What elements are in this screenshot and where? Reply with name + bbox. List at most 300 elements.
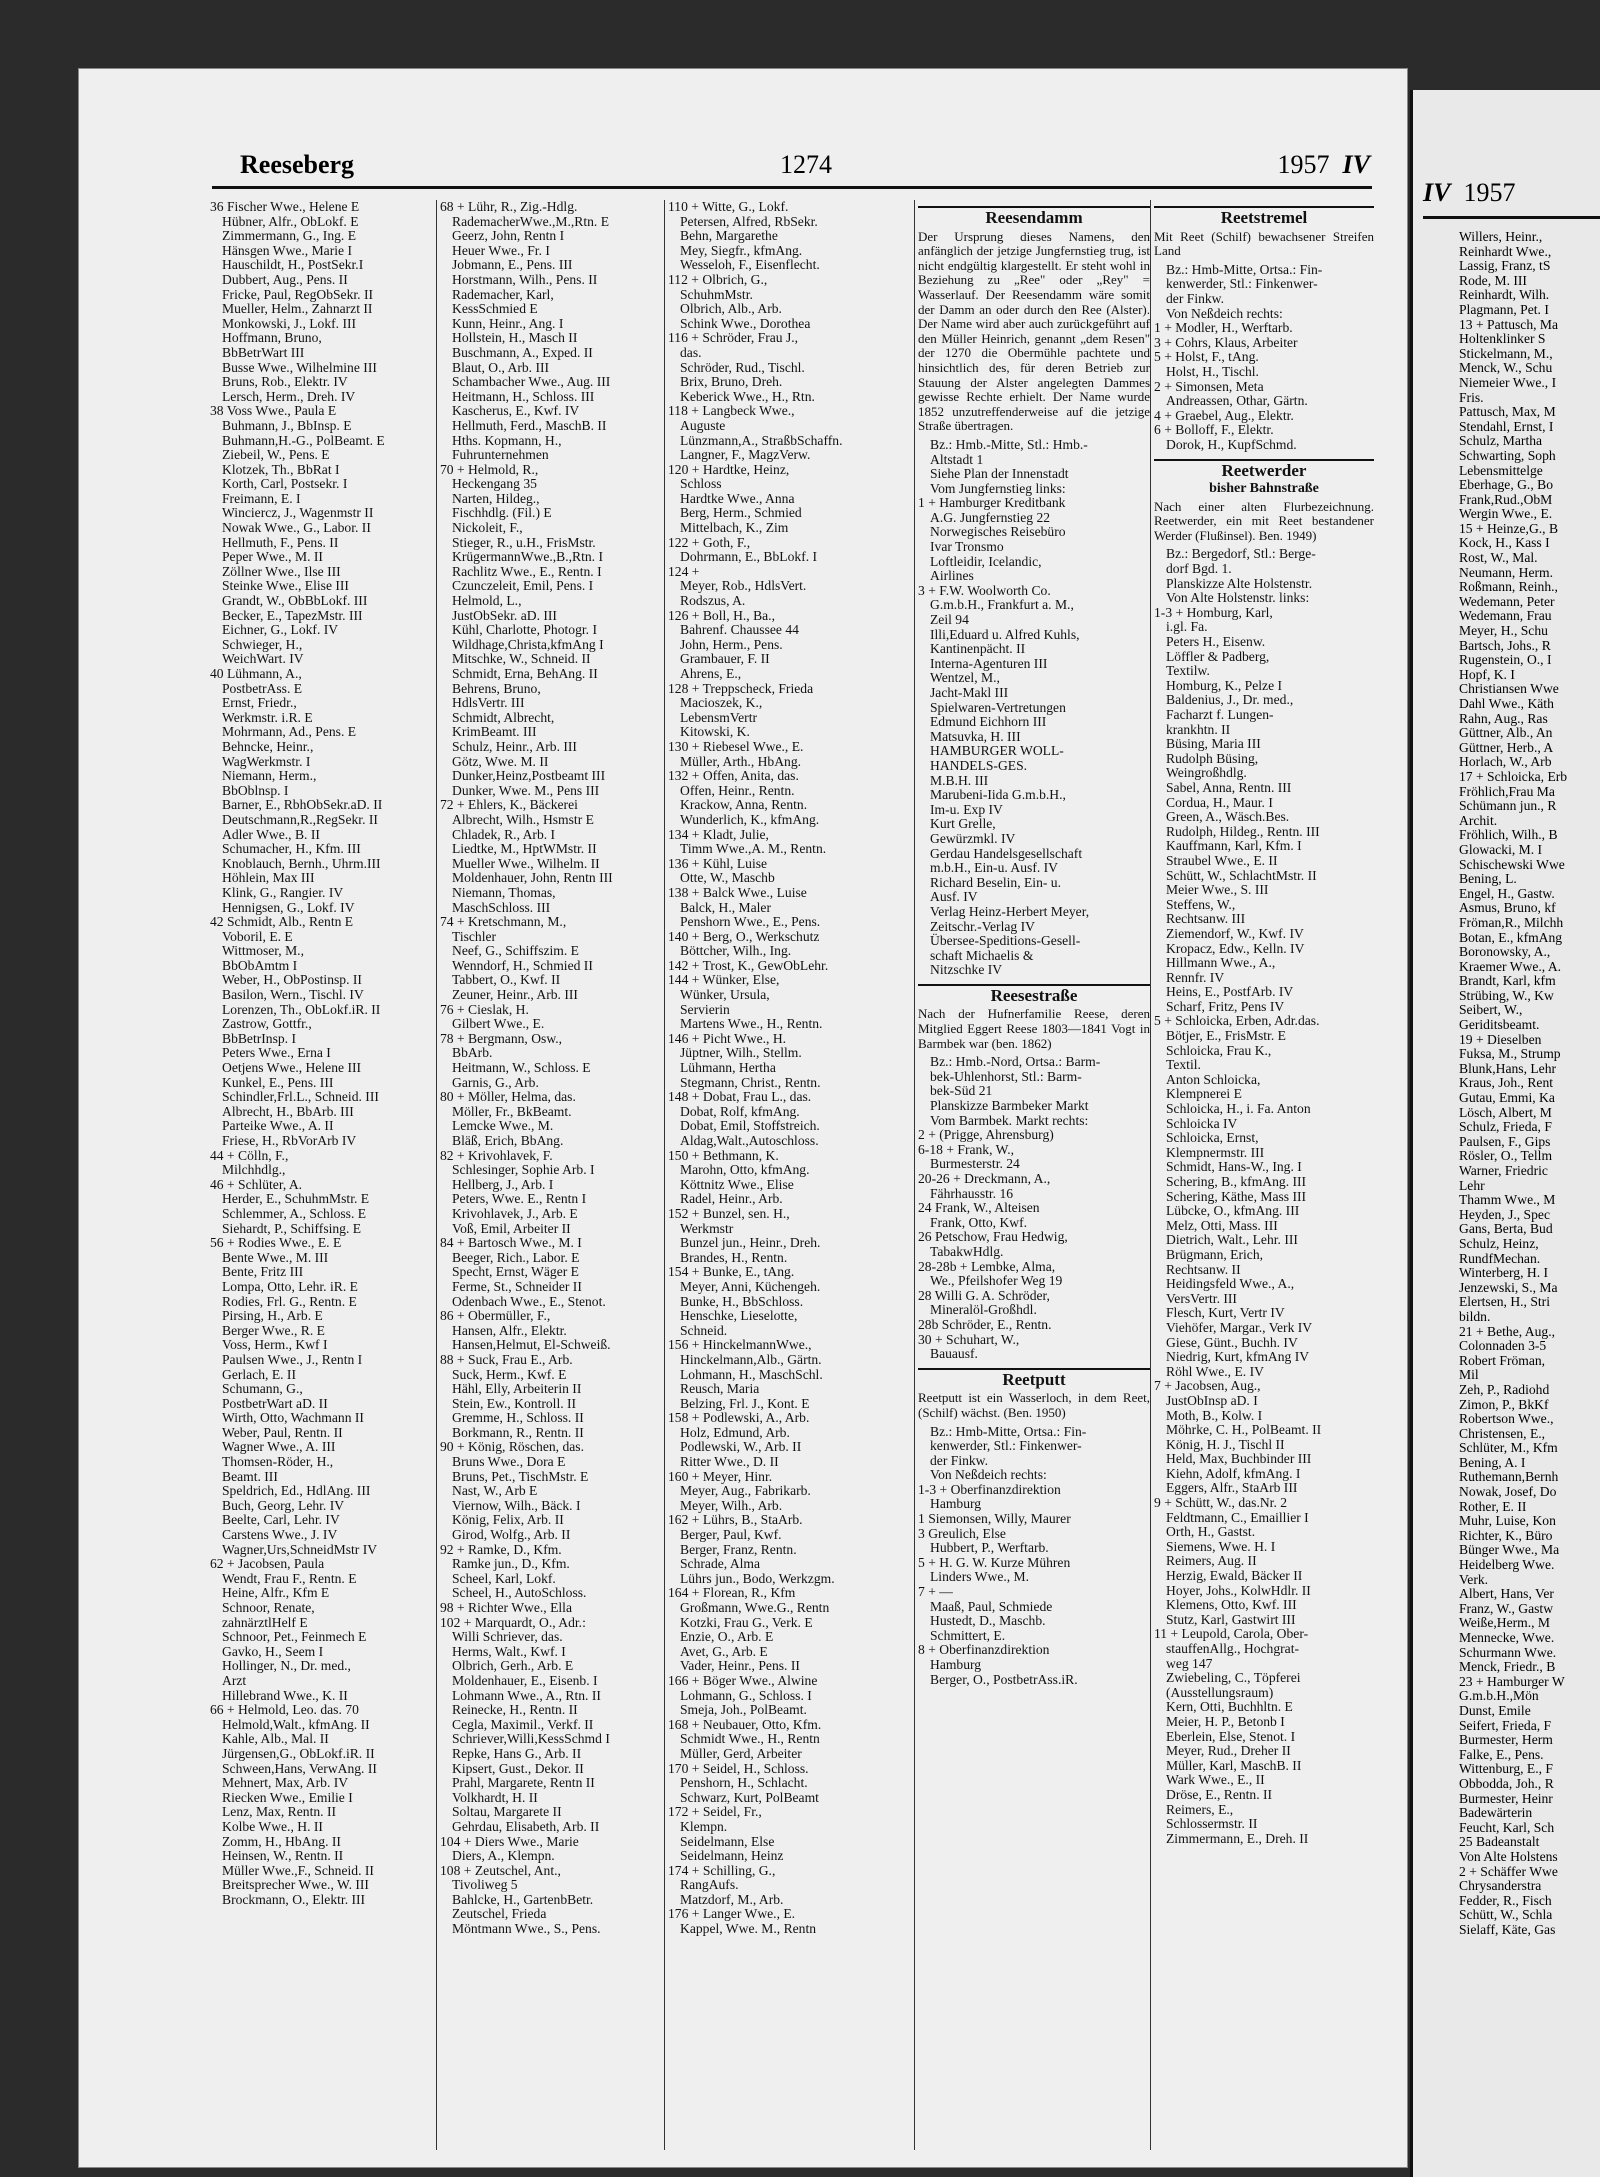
directory-entry: Rechtsanw. III (1166, 911, 1246, 927)
directory-entry: Kappel, Wwe. M., Rentn (680, 1921, 817, 1937)
directory-entry: Reinhardt, Wilh. (1459, 287, 1550, 303)
directory-entry: Andreassen, Othar, Gärtn. (1166, 393, 1308, 409)
directory-entry: Flesch, Kurt, Vertr IV (1166, 1305, 1285, 1321)
directory-entry: Blunk,Hans, Lehr (1459, 1060, 1557, 1076)
directory-entry: Nast, W., Arb E (452, 1483, 538, 1499)
directory-entry: Schnoor, Renate, (222, 1600, 315, 1615)
street-description: Reetputt ist ein Wasserloch, in dem Reet, (Schilf) wächst. (Ben. 1950) (918, 1390, 1150, 1420)
directory-entry: Anton Schloicka, (1166, 1071, 1261, 1087)
directory-entry: Glowacki, M. I (1459, 841, 1543, 857)
directory-entry: Lünzmann,A., StraßbSchaffn. (680, 432, 843, 448)
directory-entry: 1-3 + Oberfinanzdirektion (918, 1481, 1061, 1497)
directory-entry: Schmittert, E. (930, 1627, 1006, 1643)
directory-entry: Burmesterstr. 24 (930, 1156, 1020, 1172)
directory-entry: Viernow, Wilh., Bäck. I (452, 1497, 581, 1513)
column-divider (436, 200, 437, 2150)
directory-entry: Tivoliweg 5 (452, 1877, 518, 1893)
directory-entry: Helmold, L., (452, 593, 522, 609)
directory-entry: Reinecke, H., Rentn. II (452, 1702, 578, 1718)
directory-entry: Borkmann, R., Rentn. II (452, 1424, 584, 1440)
directory-entry: Wentzel, M., (930, 670, 1000, 686)
directory-entry: Wergin Wwe., E. (1459, 506, 1553, 522)
directory-entry: Dobat, Emil, Stoffstreich. (680, 1118, 820, 1134)
directory-entry: Steffens, W., (1166, 896, 1236, 912)
directory-entry: Wenndorf, H., Schmied II (452, 957, 593, 973)
directory-entry: Jürgensen,G., ObLokf.iR. II (222, 1745, 375, 1761)
directory-entry: Kolbe Wwe., H. II (222, 1818, 323, 1834)
directory-entry: Buch, Georg, Lehr. IV (222, 1497, 345, 1513)
directory-entry: Timm Wwe.,A. M., Rentn. (680, 841, 827, 857)
directory-entry: 40 Lühmann, A., (210, 666, 302, 681)
directory-entry: Feldtmann, C., Emaillier I (1166, 1509, 1309, 1525)
column-divider (1150, 200, 1151, 2150)
directory-entry: BbBetrInsp. I (222, 1030, 297, 1046)
directory-entry: Gremme, H., Schloss. II (452, 1410, 584, 1426)
directory-entry: Zeuner, Heinr., Arb. III (452, 987, 578, 1003)
directory-entry: Bahlcke, H., GartenbBetr. (452, 1891, 594, 1907)
directory-entry: 104 + Diers Wwe., Marie (440, 1833, 579, 1849)
directory-entry: Sielaff, Käte, Gas (1459, 1921, 1556, 1937)
directory-entry: 28 Willi G. A. Schröder, (918, 1287, 1050, 1303)
directory-entry: 80 + Möller, Helma, das. (440, 1089, 576, 1105)
directory-entry: Rodies, Frl. G., Rentn. E (222, 1293, 357, 1309)
directory-entry: Mittelbach, K., Zim (680, 520, 789, 536)
directory-entry: Von Alte Holstens (1459, 1848, 1558, 1864)
directory-entry: Eichner, G., Lokf. IV (222, 622, 339, 638)
directory-entry: Werkmstr. i.R. E (222, 709, 313, 725)
directory-entry: Dubbert, Aug., Pens. II (222, 271, 348, 287)
directory-entry: Riecken Wwe., Emilie I (222, 1789, 353, 1805)
directory-entry: Heyden, J., Spec (1459, 1206, 1550, 1222)
directory-entry: Wedemann, Peter (1459, 593, 1555, 609)
directory-entry: Soltau, Margarete II (452, 1804, 562, 1820)
directory-entry: Podlewski, W., Arb. II (680, 1439, 802, 1455)
directory-entry: Rudolph Büsing, (1166, 750, 1259, 766)
directory-entry: Mueller, Helm., Zahnarzt II (222, 301, 373, 317)
directory-entry: 9 + Schütt, W., das.Nr. 2 (1154, 1495, 1288, 1511)
directory-entry: Löffler & Padberg, (1166, 648, 1270, 664)
directory-entry: Zeh, P., Radiohd (1459, 1381, 1550, 1397)
directory-entry: Carstens Wwe., J. IV (222, 1527, 338, 1543)
directory-entry: Ritter Wwe., D. II (680, 1454, 779, 1470)
directory-entry: Wedemann, Frau (1459, 608, 1552, 624)
directory-entry: Brandes, H., Rentn. (680, 1249, 788, 1265)
directory-entry: Berg, Herm., Schmied (680, 505, 802, 521)
directory-entry: Bunke, H., BbSchloss. (680, 1293, 804, 1309)
directory-entry: Schering, B., kfmAng. III (1166, 1174, 1307, 1189)
directory-entry: Blaut, O., Arb. III (452, 359, 550, 375)
directory-entry: Czunczeleit, Emil, Pens. I (452, 578, 594, 594)
directory-entry: Von Alte Holstenstr. links: (1166, 590, 1310, 606)
directory-entry: 21 + Bethe, Aug., (1459, 1323, 1556, 1339)
directory-entry: 74 + Kretschmann, M., (440, 914, 567, 930)
directory-entry: Garnis, G., Arb. (452, 1074, 539, 1090)
directory-entry: Schambacher Wwe., Aug. III (452, 374, 611, 390)
directory-entry: Heine, Alfr., Kfm E (222, 1585, 330, 1601)
directory-entry: Pirsing, H., Arb. E (222, 1308, 323, 1324)
directory-entry: Meier Wwe., S. III (1166, 882, 1269, 898)
directory-entry: Weingroßhdlg. (1166, 765, 1247, 781)
directory-entry: KrimBeamt. III (452, 724, 537, 740)
directory-entry: PostbetrAss. E (222, 680, 303, 696)
header-rule (212, 186, 1372, 189)
directory-entry: Aldag,Walt.,Autoschloss. (680, 1133, 819, 1148)
directory-entry: 102 + Marquardt, O., Adr.: (440, 1614, 586, 1630)
directory-entry: 2 + Simonsen, Meta (1154, 378, 1264, 394)
directory-entry: Wirth, Otto, Wachmann II (222, 1410, 364, 1426)
directory-entry: der Finkw. (930, 1452, 989, 1468)
directory-entry: Beeger, Rich., Labor. E (452, 1249, 580, 1265)
directory-entry: John, Herm., Pens. (680, 636, 783, 652)
directory-entry: Macioszek, K., (680, 695, 763, 711)
directory-entry: Bente, Fritz III (222, 1264, 304, 1280)
directory-entry: Von Neßdeich rechts: (930, 1467, 1047, 1483)
directory-entry: 176 + Langer Wwe., E. (668, 1906, 796, 1922)
facing-page-column (1459, 230, 1600, 2170)
directory-entry: Burmester, Heinr (1459, 1790, 1553, 1806)
directory-entry: Hansen, Alfr., Elektr. (452, 1322, 567, 1338)
directory-entry: Breitsprecher Wwe., W. III (222, 1877, 369, 1893)
directory-entry: Wesseloh, F., Eisenflecht. (680, 257, 820, 273)
directory-entry: 76 + Cieslak, H. (440, 1001, 529, 1017)
directory-entry: Siemens, Wwe. H. I (1166, 1538, 1276, 1554)
directory-entry: Stutz, Karl, Gastwirt III (1166, 1611, 1296, 1627)
directory-entry: Mineralöl-Großhdl. (930, 1302, 1037, 1318)
directory-entry: 108 + Zeutschel, Ant., (440, 1862, 561, 1878)
directory-entry: Fährhausstr. 16 (930, 1185, 1014, 1201)
directory-entry: Lehr (1459, 1177, 1485, 1193)
directory-entry: Avet, G., Arb. E (680, 1643, 768, 1659)
directory-entry: Zeitschr.-Verlag IV (930, 918, 1035, 934)
directory-entry: Berger, Paul, Kwf. (680, 1527, 782, 1543)
directory-entry: 174 + Schilling, G., (668, 1862, 776, 1878)
directory-entry: Behn, Margarethe (680, 228, 778, 244)
directory-entry: G.m.b.H.,Mön (1459, 1688, 1539, 1704)
directory-entry: Linders Wwe., M. (930, 1569, 1030, 1585)
directory-entry: Berger Wwe., R. E (222, 1322, 325, 1338)
directory-entry: Übersee-Speditions-Gesell- (930, 933, 1081, 949)
directory-entry: A.G. Jungfernstieg 22 (930, 509, 1051, 525)
directory-entry: Lohmann Wwe., A., Rtn. II (452, 1687, 601, 1703)
directory-entry: Voss, Herm., Kwf I (222, 1337, 328, 1353)
directory-entry: Peters Wwe., Erna I (222, 1045, 331, 1061)
directory-entry: Interna-Agenturen III (930, 655, 1048, 671)
directory-entry: Brockmann, O., Elektr. III (222, 1891, 366, 1907)
directory-entry: Rost, W., Mal. (1459, 550, 1538, 566)
directory-entry: Heins, E., PostfArb. IV (1166, 984, 1294, 1000)
directory-entry: Marohn, Otto, kfmAng. (680, 1162, 810, 1178)
directory-entry: Peper Wwe., M. II (222, 549, 323, 565)
directory-entry: BbObAmtm I (222, 957, 298, 973)
directory-entry: Seidelmann, Else (680, 1833, 775, 1849)
directory-entry: Reimers, Aug. II (1166, 1553, 1257, 1569)
directory-entry: 128 + Treppscheck, Frieda (668, 680, 814, 696)
directory-entry: Werkmstr (680, 1220, 734, 1236)
directory-entry: 44 + Cölln, F., (210, 1147, 289, 1163)
directory-entry: Hollstein, H., Masch II (452, 330, 578, 346)
directory-entry: Bartsch, Johs., R (1459, 637, 1551, 653)
directory-entry: Botan, E., kfmAng (1459, 929, 1563, 945)
directory-entry: Orth, H., Gastst. (1166, 1524, 1256, 1540)
directory-entry: Voß, Emil, Arbeiter II (452, 1220, 571, 1236)
directory-entry: Fricke, Paul, RegObSekr. II (222, 286, 374, 302)
directory-entry: Thomsen-Röder, H., (222, 1454, 334, 1470)
directory-entry: 42 Schmidt, Alb., Rentn E (210, 914, 354, 930)
directory-entry: RademacherWwe.,M.,Rtn. E (452, 213, 610, 229)
directory-entry: Olbrich, Gerh., Arb. E (452, 1658, 574, 1674)
directory-entry: Nitzschke IV (930, 962, 1003, 978)
directory-entry: 98 + Richter Wwe., Ella (440, 1600, 572, 1615)
directory-entry: Willi Schriever, das. (452, 1629, 563, 1645)
directory-entry: Specht, Ernst, Wäger E (452, 1264, 579, 1280)
directory-entry: Girod, Wolfg., Arb. II (452, 1527, 571, 1543)
directory-entry: Friese, H., RbVorArb IV (222, 1133, 357, 1148)
directory-entry: 136 + Kühl, Luise (668, 855, 768, 871)
directory-entry: 11 + Leupold, Carola, Ober- (1154, 1626, 1309, 1642)
directory-entry: Schumacher, H., Kfm. III (222, 841, 361, 857)
directory-entry: Reimers, E., (1166, 1801, 1234, 1817)
directory-entry: Christensen, E., (1459, 1425, 1546, 1441)
directory-entry: KessSchmied E (452, 301, 538, 317)
street-heading: Reesendamm (918, 206, 1150, 226)
directory-entry: Seibert, W., (1459, 1002, 1523, 1018)
directory-entry: (Ausstellungsraum) (1166, 1684, 1274, 1700)
directory-entry: MaschSchloss. III (452, 899, 551, 915)
directory-entry: Neumann, Herm. (1459, 564, 1553, 580)
directory-entry: 130 + Riebesel Wwe., E. (668, 738, 804, 754)
directory-entry: Albrecht, Wilh., Hsmstr E (452, 811, 594, 827)
directory-entry: Schering, Käthe, Mass III (1166, 1188, 1307, 1204)
directory-entry: Winterberg, H. I (1459, 1265, 1549, 1281)
directory-entry: Archit. (1459, 812, 1498, 828)
directory-entry: das. (680, 344, 702, 360)
directory-entry: Schröder, Rud., Tischl. (680, 359, 805, 375)
directory-entry: 140 + Berg, O., Werkschutz (668, 928, 820, 944)
directory-entry: Schloss (680, 476, 722, 492)
directory-entry: 1 + Hamburger Kreditbank (918, 495, 1066, 511)
directory-entry: Buschmann, A., Exped. II (452, 344, 593, 360)
directory-entry: Schmidt Wwe., H., Rentn (680, 1731, 820, 1747)
directory-entry: Ivar Tronsmo (930, 539, 1004, 555)
directory-entry: Narten, Hildeg., (452, 490, 540, 506)
directory-entry: Seidelmann, Heinz (680, 1848, 784, 1864)
directory-entry: Bz.: Hmb-Mitte, Ortsa.: Fin- (1166, 261, 1323, 277)
directory-entry: Stein, Ew., Kontroll. II (452, 1395, 577, 1411)
directory-entry: Kantinenpächt. II (930, 641, 1026, 657)
page-number: 1274 (780, 150, 832, 179)
directory-entry: Hähl, Elly, Arbeiterin II (452, 1381, 582, 1397)
directory-entry: Büsing, Maria III (1166, 736, 1261, 752)
directory-entry: Baldenius, J., Dr. med., (1166, 692, 1294, 708)
directory-entry: Voboril, E. E (222, 928, 293, 944)
directory-entry: Köttnitz Wwe., Elise (680, 1176, 794, 1192)
directory-entry: Möntmann Wwe., S., Pens. (452, 1921, 601, 1937)
directory-entry: m.b.H., Ein-u. Ausf. IV (930, 860, 1058, 876)
directory-entry: Moldenhauer, John, Rentn III (452, 870, 613, 886)
directory-entry: Pattusch, Max, M (1459, 404, 1556, 420)
directory-entry: Heidelberg Wwe. (1459, 1557, 1555, 1573)
directory-entry: Holst, H., Tischl. (1166, 363, 1259, 379)
directory-entry: Willers, Heinr., (1459, 230, 1543, 244)
directory-entry: Martens Wwe., H., Rentn. (680, 1016, 823, 1032)
directory-entry: Moldenhauer, E., Eisenb. I (452, 1672, 598, 1688)
column-divider (914, 200, 915, 2150)
directory-entry: Böttcher, Wilh., Ing. (680, 943, 792, 959)
directory-column-2 (440, 200, 654, 2150)
directory-entry: Bauausf. (930, 1346, 978, 1362)
directory-entry: Obbodda, Joh., R (1459, 1775, 1554, 1791)
directory-entry: Peters, Wwe. E., Rentn I (452, 1191, 587, 1207)
directory-entry: RangAufs. (680, 1877, 739, 1893)
directory-entry: Holtenklinker S (1459, 331, 1546, 347)
directory-entry: Plagmann, Pet. I (1459, 301, 1549, 317)
directory-entry: kenwerder, Stl.: Finkenwer- (930, 1438, 1082, 1454)
directory-entry: Wagner Wwe., A. III (222, 1439, 336, 1455)
directory-entry: Eggers, Alfr., StaArb III (1166, 1480, 1298, 1496)
directory-entry: 62 + Jacobsen, Paula (210, 1556, 325, 1572)
directory-entry: Facharzt f. Lungen- (1166, 707, 1274, 722)
directory-entry: G.m.b.H., Frankfurt a. M., (930, 597, 1074, 613)
directory-entry: Schindler,Frl.L., Schneid. III (222, 1089, 379, 1105)
directory-entry: 19 + Dieselben (1459, 1031, 1542, 1047)
directory-entry: Bruns Wwe., Dora E (452, 1454, 566, 1470)
directory-entry: WeichWart. IV (222, 651, 304, 667)
directory-entry: König, H. J., Tischl II (1166, 1436, 1285, 1452)
directory-entry: Dröse, E., Rentn. II (1166, 1786, 1273, 1802)
directory-entry: 116 + Schröder, Frau J., (668, 330, 799, 346)
directory-entry: Heckengang 35 (452, 476, 537, 492)
directory-entry: Paulsen Wwe., J., Rentn I (222, 1351, 363, 1367)
directory-entry: Richard Beselin, Ein- u. (930, 874, 1061, 890)
directory-entry: 134 + Kladt, Julie, (668, 826, 769, 842)
directory-entry: Parteike Wwe., A. II (222, 1118, 334, 1134)
directory-entry: Ziebeil, W., Pens. E (222, 447, 330, 463)
directory-entry: Dorok, H., KupfSchmd. (1166, 436, 1297, 452)
directory-entry: Schlemmer, A., Schloss. E (222, 1205, 367, 1221)
directory-entry: 2 + Schäffer Wwe (1459, 1863, 1558, 1879)
directory-entry: Ahrens, E., (680, 666, 742, 681)
directory-entry: Hauschildt, H., PostSekr.I (222, 257, 364, 273)
directory-entry: 120 + Hardtke, Heinz, (668, 461, 790, 477)
directory-entry: Fuksa, M., Strump (1459, 1046, 1561, 1062)
directory-entry: Zwiebeling, C., Töpferei (1166, 1670, 1301, 1686)
directory-entry: Dobat, Rolf, kfmAng. (680, 1103, 800, 1119)
directory-entry: Penshorn, H., Schlacht. (680, 1775, 808, 1791)
directory-entry: Kascherus, E., Kwf. IV (452, 403, 580, 419)
directory-entry: Menck, W., Schu (1459, 360, 1553, 376)
directory-entry: 13 + Pattusch, Ma (1459, 316, 1559, 332)
directory-entry: Keberick Wwe., H., Rtn. (680, 388, 815, 404)
directory-entry: Lebensmittelge (1459, 462, 1543, 478)
directory-entry: Horlach, W., Arb (1459, 754, 1552, 770)
directory-entry: Klempnerei E (1166, 1086, 1242, 1102)
directory-entry: Hinckelmann,Alb., Gärtn. (680, 1351, 822, 1367)
directory-entry: Basilon, Wern., Tischl. IV (222, 987, 364, 1003)
directory-entry: Heuer Wwe., Fr. I (452, 242, 550, 258)
directory-entry: Gehrdau, Elisabeth, Arb. II (452, 1818, 600, 1834)
directory-entry: Brügmann, Erich, (1166, 1246, 1264, 1262)
directory-entry: 146 + Picht Wwe., H. (668, 1030, 787, 1046)
directory-entry: Herms, Walt., Kwf. I (452, 1643, 566, 1659)
directory-entry: Schnoor, Pet., Feinmech E (222, 1629, 367, 1645)
directory-entry: Straubel Wwe., E. II (1166, 852, 1278, 868)
directory-entry: Bruns, Pet., TischMstr. E (452, 1468, 589, 1484)
directory-entry: Güttner, Herb., A (1459, 739, 1554, 755)
directory-entry: Schrade, Alma (680, 1556, 761, 1572)
directory-entry: Hellmuth, Ferd., MaschB. II (452, 417, 607, 433)
directory-entry: Menck, Friedr., B (1459, 1659, 1556, 1675)
directory-entry: Zimon, P., BkKf (1459, 1396, 1549, 1412)
directory-entry: Airlines (930, 568, 974, 584)
directory-entry: 17 + Schloicka, Erb (1459, 768, 1568, 784)
directory-entry: Repke, Hans G., Arb. II (452, 1745, 582, 1761)
directory-entry: Schlossermstr. II (1166, 1816, 1258, 1832)
directory-entry: Müller, Arth., HbAng. (680, 753, 802, 769)
directory-entry: Thamm Wwe., M (1459, 1192, 1556, 1208)
directory-entry: 6 + Bolloff, F., Elektr. (1154, 422, 1274, 438)
directory-entry: Heidingsfeld Wwe., A., (1166, 1276, 1295, 1292)
directory-entry: 1 Siemonsen, Willy, Maurer (918, 1511, 1071, 1527)
directory-entry: Hollinger, N., Dr. med., (222, 1658, 351, 1674)
directory-entry: Nowak Wwe., G., Labor. II (222, 520, 371, 536)
directory-entry: Kunn, Heinr., Ang. I (452, 315, 564, 331)
directory-entry: Weber, H., ObPostinsp. II (222, 972, 362, 988)
directory-entry: 2 + (Prigge, Ahrensburg) (918, 1127, 1054, 1143)
directory-entry: Servierin (680, 1001, 730, 1017)
facing-header-rule (1423, 216, 1600, 219)
directory-entry: 126 + Boll, H., Ba., (668, 607, 775, 623)
directory-entry: Meyer, Anni, Küchengeh. (680, 1278, 821, 1294)
directory-entry: Bz.: Hmb-Mitte, Ortsa.: Fin- (930, 1423, 1087, 1439)
directory-entry: Schlesinger, Sophie Arb. I (452, 1162, 595, 1178)
directory-entry: Robertson Wwe., (1459, 1411, 1554, 1427)
directory-entry: Kraemer Wwe., A. (1459, 958, 1562, 974)
directory-entry: Liedtke, M., HptWMstr. II (452, 841, 597, 857)
directory-entry: Altstadt 1 (930, 451, 984, 467)
directory-entry: Chladek, R., Arb. I (452, 826, 556, 842)
directory-entry: Asmus, Bruno, kf (1459, 900, 1556, 916)
directory-entry: Bunzel jun., Heinr., Dreh. (680, 1235, 821, 1251)
directory-entry: Fuhrunternehmen (452, 447, 549, 463)
directory-entry: Kauffmann, Karl, Kfm. I (1166, 838, 1302, 854)
directory-entry: Meyer, H., Schu (1459, 623, 1548, 639)
directory-entry: Verlag Heinz-Herbert Meyer, (930, 903, 1090, 919)
directory-entry: Textilw. (1166, 663, 1210, 679)
directory-entry: 112 + Olbrich, G., (668, 271, 768, 287)
directory-entry: Marubeni-Iida G.m.b.H., (930, 787, 1066, 803)
street-subheading: bisher Bahnstraße (1209, 481, 1319, 497)
directory-entry: Schloicka, Frau K., (1166, 1042, 1272, 1058)
directory-entry: Fischhdlg. (Fil.) E (452, 505, 552, 521)
directory-entry: 160 + Meyer, Hinr. (668, 1468, 773, 1484)
directory-entry: Mil (1459, 1367, 1479, 1383)
directory-entry: Strübing, W., Kw (1459, 987, 1554, 1003)
directory-entry: Im-u. Exp IV (930, 801, 1003, 817)
directory-entry: Ernst, Friedr., (222, 695, 297, 711)
directory-entry: Illi,Eduard u. Alfred Kuhls, (930, 626, 1080, 642)
street-description: Nach der Hufnerfamilie Reese, deren Mitglied Eggert Reese 1803—1841 Vogt in Barmbek war (ben. 1862) (918, 1006, 1150, 1051)
directory-entry: Fröhlich,Frau Ma (1459, 783, 1555, 799)
directory-entry: 70 + Helmold, R., (440, 461, 539, 477)
directory-entry: Zimmermann, G., Ing. E (222, 228, 357, 244)
directory-entry: Barner, E., RbhObSekr.aD. II (222, 797, 383, 813)
directory-column-1 (210, 200, 424, 2150)
directory-entry: Lemcke Wwe., M. (452, 1118, 554, 1134)
directory-entry: Kahle, Alb., Mal. II (222, 1731, 329, 1747)
directory-entry: Zimmermann, E., Dreh. II (1166, 1830, 1309, 1846)
directory-entry: Röhl Wwe., E. IV (1166, 1363, 1264, 1379)
directory-entry: Lösch, Albert, M (1459, 1104, 1552, 1120)
